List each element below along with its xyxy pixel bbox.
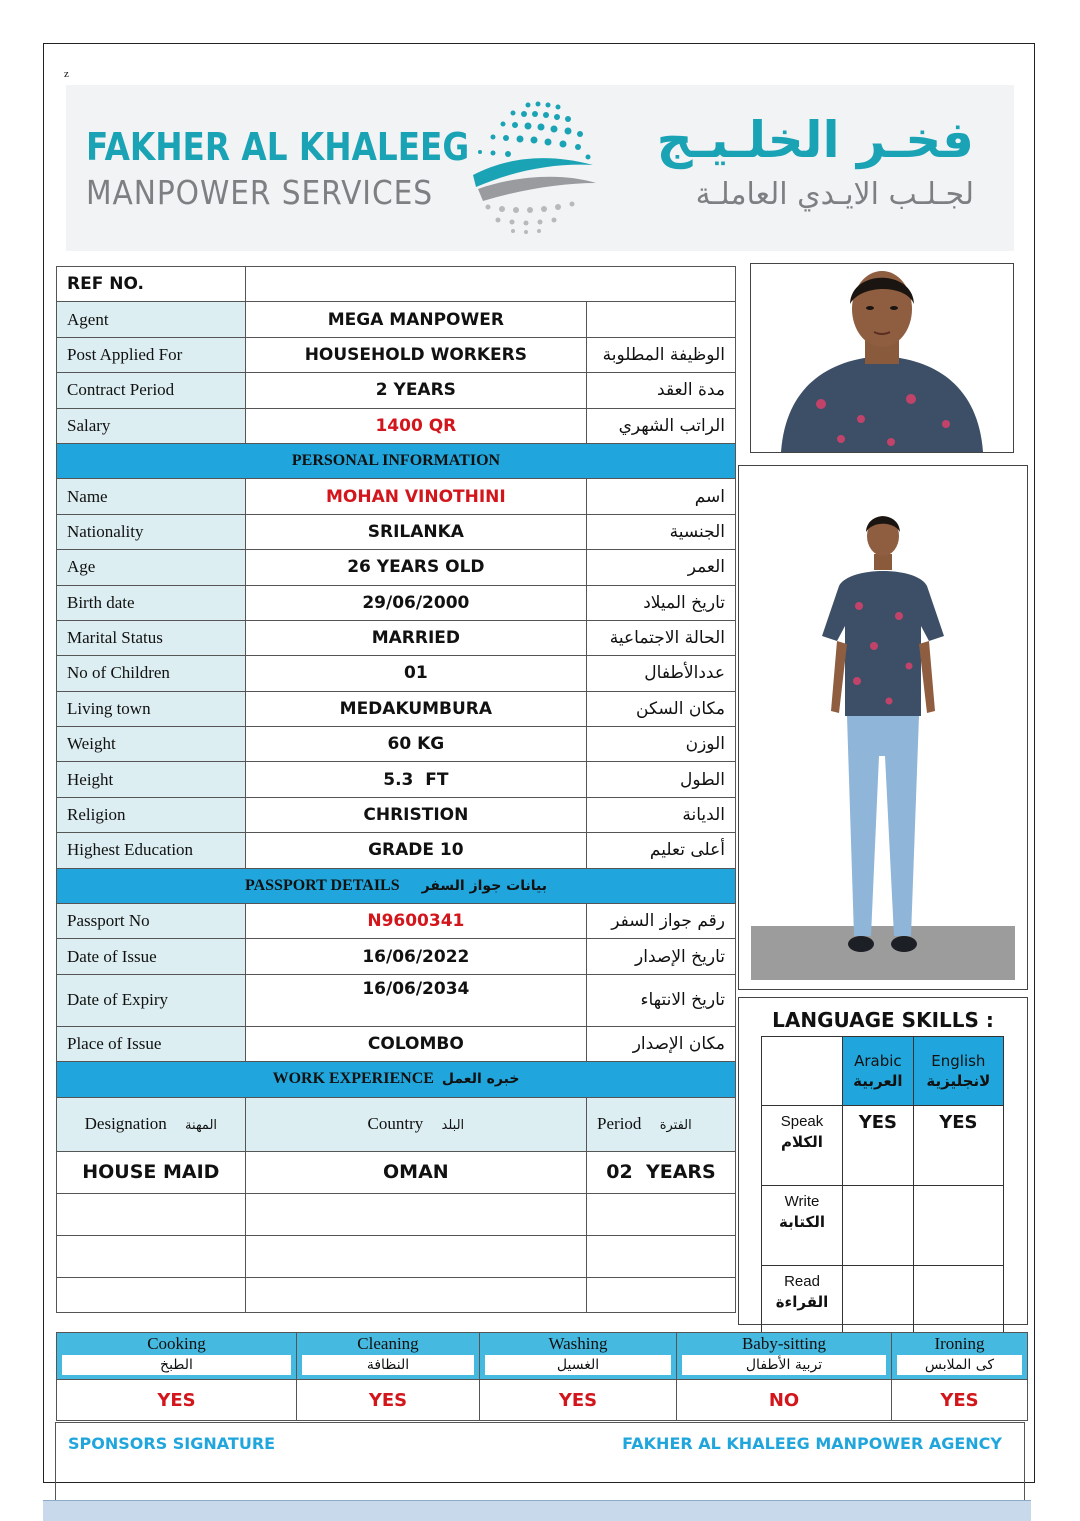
language-skills-table	[761, 1036, 1004, 1346]
signature-box	[55, 1422, 1025, 1502]
post-row	[57, 337, 736, 372]
religion-label: Religion	[57, 797, 246, 832]
agent-label: Agent	[57, 302, 246, 337]
page-footer-bar	[43, 1500, 1031, 1521]
company-logo-icon	[468, 97, 600, 235]
work-row	[57, 1151, 736, 1193]
salary-label: Salary	[57, 408, 246, 443]
age-row	[57, 550, 736, 585]
work-country-value: OMAN	[245, 1151, 586, 1193]
expiry-label: Date of Expiry	[57, 974, 246, 1026]
birth-arabic-label: تاريخ الميلاد	[587, 585, 736, 620]
write-label-arabic: الكتابة	[779, 1213, 825, 1231]
read-label: Read	[784, 1273, 820, 1290]
town-label: Living town	[57, 691, 246, 726]
skill-label: Cleaning	[357, 1334, 419, 1353]
children-value: 01	[245, 656, 586, 691]
height-row	[57, 762, 736, 797]
birth-row	[57, 585, 736, 620]
skills-header-row	[57, 1333, 1028, 1380]
designation-header-label: Designation	[84, 1114, 167, 1134]
marital-arabic-label: الحالة الاجتماعية	[587, 620, 736, 655]
speak-label-cell	[762, 1106, 843, 1186]
english-column-label-arabic: لانجليزية	[926, 1072, 991, 1090]
arabic-column-label-arabic: العربية	[853, 1072, 903, 1090]
post-label: Post Applied For	[57, 337, 246, 372]
skill-label-arabic: كى الملابس	[897, 1355, 1022, 1375]
skill-value-cooking: YES	[57, 1380, 297, 1421]
contract-label: Contract Period	[57, 373, 246, 408]
town-value: MEDAKUMBURA	[245, 691, 586, 726]
skill-header-cleaning	[297, 1333, 480, 1380]
issue-label: Date of Issue	[57, 939, 246, 974]
logo-arabic-title: فخـر الخلـيـج	[656, 111, 974, 169]
logo-english-subtitle: MANPOWER SERVICES	[86, 173, 434, 212]
country-header	[245, 1097, 586, 1151]
place-row	[57, 1026, 736, 1061]
marital-label: Marital Status	[57, 620, 246, 655]
skill-label: Cooking	[147, 1334, 206, 1353]
language-skills-box	[738, 997, 1028, 1325]
issue-arabic-label: تاريخ الإصدار	[587, 939, 736, 974]
speak-label: Speak	[780, 1113, 824, 1130]
skill-label-arabic: الطبخ	[62, 1355, 291, 1375]
country-header-label: Country	[367, 1114, 424, 1134]
skill-label-arabic: تربية الأطفال	[682, 1355, 886, 1375]
age-label: Age	[57, 550, 246, 585]
skill-header-washing	[480, 1333, 677, 1380]
agency-signature-label: FAKHER AL KHALEEG MANPOWER AGENCY	[622, 1434, 1002, 1453]
passport-section-title-arabic: بيانات جواز السفر	[421, 877, 547, 894]
contract-arabic-label: مدة العقد	[587, 373, 736, 408]
write-row	[762, 1186, 1004, 1266]
skill-label: Washing	[548, 1334, 608, 1353]
language-skills-title: LANGUAGE SKILLS :	[772, 1008, 994, 1032]
agent-value: MEGA MANPOWER	[245, 302, 586, 337]
issue-value: 16/06/2022	[245, 939, 586, 974]
height-label: Height	[57, 762, 246, 797]
agent-row	[57, 302, 736, 337]
passport-row	[57, 904, 736, 939]
speak-row	[762, 1106, 1004, 1186]
language-corner-cell	[762, 1037, 843, 1106]
height-arabic-label: الطول	[587, 762, 736, 797]
passport-value: N9600341	[245, 904, 586, 939]
arabic-column-label: Arabic	[854, 1052, 902, 1070]
work-row-empty	[57, 1235, 736, 1277]
place-value: COLOMBO	[245, 1026, 586, 1061]
personal-section-title: PERSONAL INFORMATION	[57, 443, 736, 478]
write-arabic-value	[843, 1186, 914, 1266]
skill-header-ironing	[892, 1333, 1028, 1380]
work-section-cell	[57, 1062, 736, 1097]
company-header	[66, 85, 1014, 251]
logo-english-title: FAKHER AL KHALEEG	[86, 125, 470, 169]
write-label-cell	[762, 1186, 843, 1266]
place-arabic-label: مكان الإصدار	[587, 1026, 736, 1061]
write-label: Write	[784, 1193, 820, 1210]
religion-arabic-label: الديانة	[587, 797, 736, 832]
salary-arabic-label: الراتب الشهري	[587, 408, 736, 443]
corner-mark: z	[64, 68, 69, 80]
candidate-info-table	[56, 266, 736, 1313]
agent-arabic-label	[587, 302, 736, 337]
period-header-arabic: الفترة	[659, 1118, 692, 1134]
education-value: GRADE 10	[245, 833, 586, 868]
speak-arabic-value: YES	[843, 1106, 914, 1186]
place-label: Place of Issue	[57, 1026, 246, 1061]
education-label: Highest Education	[57, 833, 246, 868]
name-arabic-label: اسم	[587, 479, 736, 514]
write-english-value	[913, 1186, 1003, 1266]
salary-row	[57, 408, 736, 443]
name-row	[57, 479, 736, 514]
issue-row	[57, 939, 736, 974]
religion-value: CHRISTION	[245, 797, 586, 832]
work-headers-row	[57, 1097, 736, 1151]
work-row-empty	[57, 1277, 736, 1312]
passport-label: Passport No	[57, 904, 246, 939]
full-body-photo	[738, 465, 1028, 990]
children-row	[57, 656, 736, 691]
town-arabic-label: مكان السكن	[587, 691, 736, 726]
work-section-title: WORK EXPERIENCE	[272, 1070, 434, 1088]
speak-label-arabic: الكلام	[781, 1133, 823, 1151]
sponsor-signature-label: SPONSORS SIGNATURE	[68, 1434, 276, 1453]
religion-row	[57, 797, 736, 832]
work-designation-value: HOUSE MAID	[57, 1151, 246, 1193]
skill-value-baby-sitting: NO	[677, 1380, 892, 1421]
passport-section-title: PASSPORT DETAILS	[245, 876, 400, 894]
skill-header-baby-sitting	[677, 1333, 892, 1380]
skill-label-arabic: النظافة	[302, 1355, 474, 1375]
town-row	[57, 691, 736, 726]
education-arabic-label: أعلى تعليم	[587, 833, 736, 868]
portrait-photo	[750, 263, 1014, 453]
birth-value: 29/06/2000	[245, 585, 586, 620]
age-arabic-label: العمر	[587, 550, 736, 585]
skill-value-washing: YES	[480, 1380, 677, 1421]
nationality-row	[57, 514, 736, 549]
skills-values-row	[57, 1380, 1028, 1421]
household-skills-table	[56, 1332, 1028, 1421]
marital-row	[57, 620, 736, 655]
expiry-value: 16/06/2034	[245, 974, 586, 1026]
expiry-row	[57, 974, 736, 1026]
work-period-value: 02 YEARS	[587, 1151, 736, 1193]
name-label: Name	[57, 479, 246, 514]
weight-value: 60 KG	[245, 727, 586, 762]
skill-label-arabic: الغسيل	[485, 1355, 671, 1375]
english-column-header	[913, 1037, 1003, 1106]
nationality-arabic-label: الجنسية	[587, 514, 736, 549]
period-header	[587, 1097, 736, 1151]
period-header-label: Period	[597, 1114, 642, 1134]
nationality-label: Nationality	[57, 514, 246, 549]
contract-value: 2 YEARS	[245, 373, 586, 408]
ref-value	[245, 267, 735, 302]
country-header-arabic: البلد	[441, 1118, 465, 1134]
designation-header-arabic: المهنة	[185, 1118, 218, 1134]
logo-arabic-subtitle: لجـلـب الايـدي العاملـة	[695, 177, 974, 212]
language-header-row	[762, 1037, 1004, 1106]
ref-row	[57, 267, 736, 302]
skill-value-ironing: YES	[892, 1380, 1028, 1421]
expiry-arabic-label: تاريخ الانتهاء	[587, 974, 736, 1026]
work-row-empty	[57, 1193, 736, 1235]
birth-label: Birth date	[57, 585, 246, 620]
weight-arabic-label: الوزن	[587, 727, 736, 762]
designation-header	[57, 1097, 246, 1151]
passport-section-header	[57, 868, 736, 903]
age-value: 26 YEARS OLD	[245, 550, 586, 585]
children-arabic-label: عددالأطفال	[587, 656, 736, 691]
education-row	[57, 833, 736, 868]
contract-row	[57, 373, 736, 408]
skill-label: Baby-sitting	[741, 1334, 827, 1353]
weight-label: Weight	[57, 727, 246, 762]
post-value: HOUSEHOLD WORKERS	[245, 337, 586, 372]
name-value: MOHAN VINOTHINI	[245, 479, 586, 514]
nationality-value: SRILANKA	[245, 514, 586, 549]
salary-value: 1400 QR	[245, 408, 586, 443]
passport-section-cell	[57, 868, 736, 903]
children-label: No of Children	[57, 656, 246, 691]
marital-value: MARRIED	[245, 620, 586, 655]
portrait-image	[751, 264, 1013, 452]
work-section-header	[57, 1062, 736, 1097]
work-section-title-arabic: خبره العمل	[441, 1071, 520, 1088]
speak-english-value: YES	[913, 1106, 1003, 1186]
passport-arabic-label: رقم جواز السفر	[587, 904, 736, 939]
ref-label: REF NO.	[57, 267, 246, 302]
skill-label: Ironing	[934, 1334, 985, 1353]
personal-section-header	[57, 443, 736, 478]
english-column-label: English	[931, 1052, 986, 1070]
weight-row	[57, 727, 736, 762]
full-body-image	[739, 466, 1027, 989]
skill-header-cooking	[57, 1333, 297, 1380]
height-value: 5.3 FT	[245, 762, 586, 797]
skill-value-cleaning: YES	[297, 1380, 480, 1421]
arabic-column-header	[843, 1037, 914, 1106]
read-label-arabic: القراءة	[775, 1293, 829, 1311]
post-arabic-label: الوظيفة المطلوبة	[587, 337, 736, 372]
